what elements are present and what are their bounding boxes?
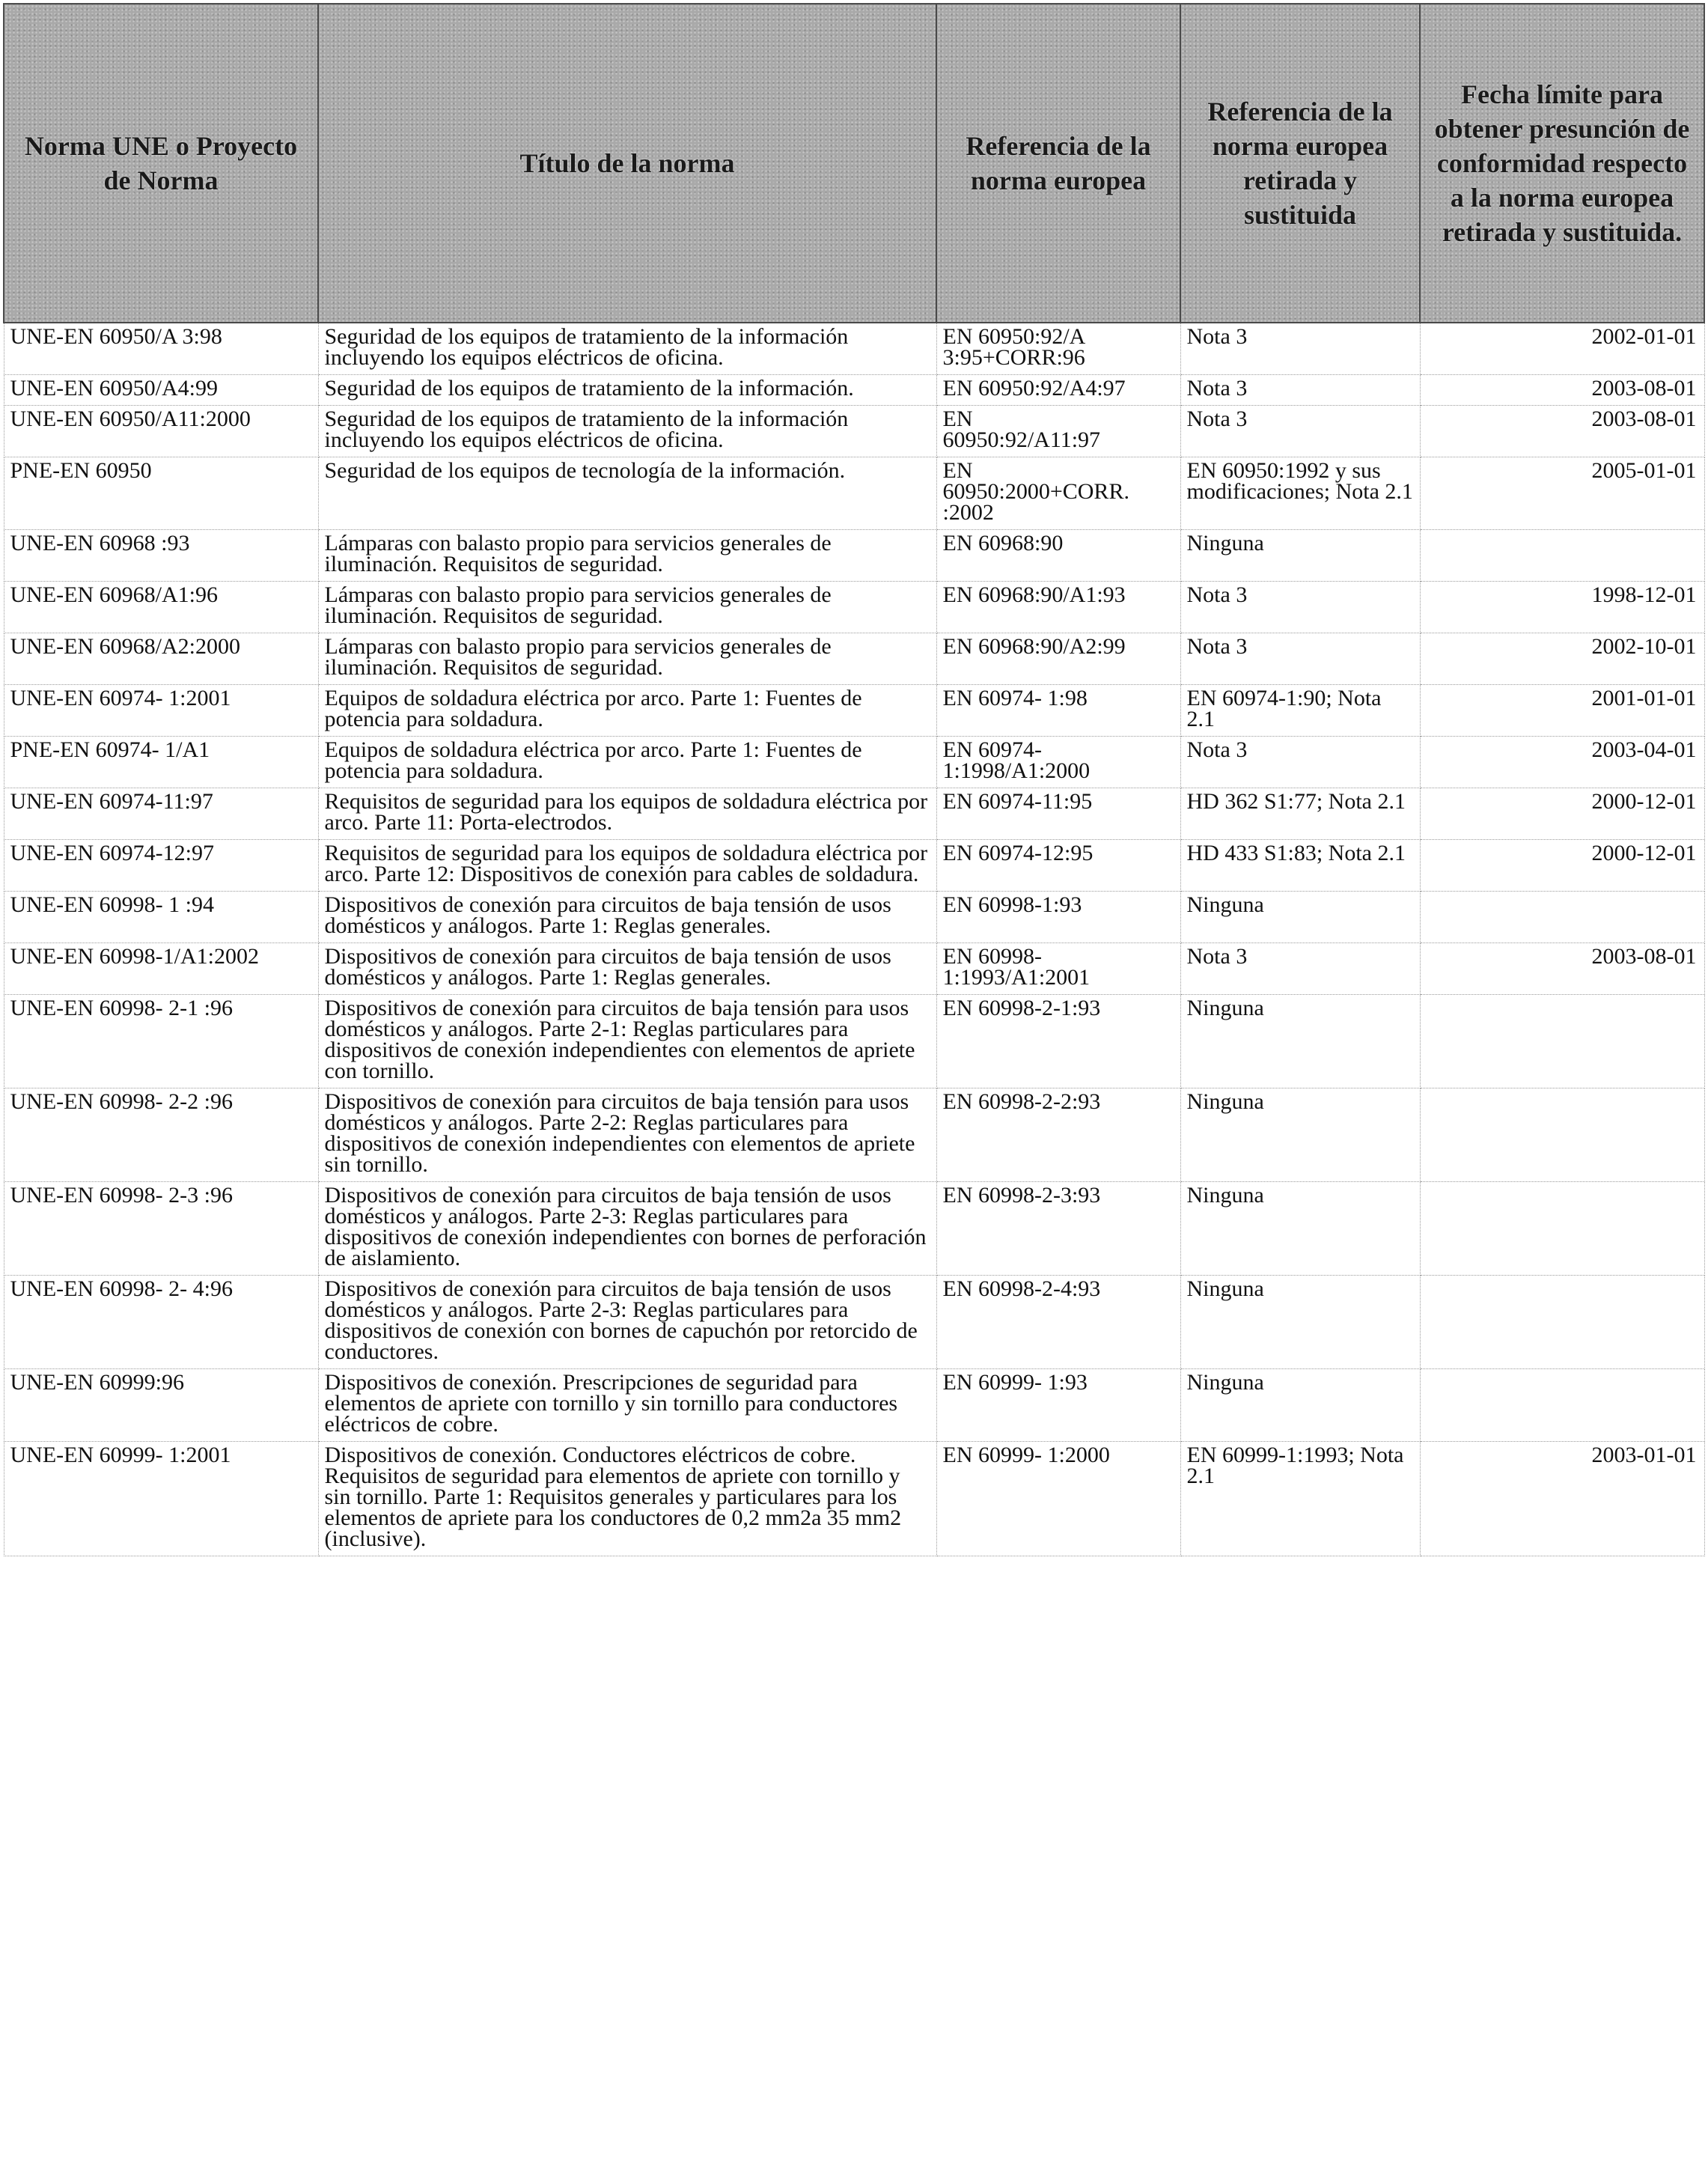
- table-row: [4, 323, 1704, 375]
- cell-titulo: Lámparas con balasto propio para servicios generales de iluminación. Requisitos de seguridad.: [318, 530, 936, 582]
- cell-fecha: [1420, 1182, 1704, 1276]
- cell-titulo: Seguridad de los equipos de tecnología de la información.: [318, 457, 936, 530]
- cell-referencia: EN 60998-2-4:93: [936, 1276, 1180, 1369]
- cell-referencia: EN 60998-2-3:93: [936, 1182, 1180, 1276]
- cell-norma: UNE-EN 60950/A4:99: [4, 375, 318, 406]
- cell-titulo: Dispositivos de conexión para circuitos de baja tensión de usos domésticos y análogos. Parte 1: Reglas generales.: [318, 892, 936, 943]
- cell-retirada: Nota 3: [1180, 375, 1420, 406]
- cell-retirada: Ninguna: [1180, 1276, 1420, 1369]
- cell-titulo: Dispositivos de conexión. Conductores eléctricos de cobre. Requisitos de seguridad para elementos de apriete con tornillo y sin tornillo. Parte 1: Requisitos generales y particulares para los elementos de apriete para los conductores de 0,2 mm2a 35 mm2 (inclusive).: [318, 1442, 936, 1556]
- cell-fecha: 2003-08-01: [1420, 375, 1704, 406]
- cell-titulo: Seguridad de los equipos de tratamiento de la información incluyendo los equipos eléctricos de oficina.: [318, 323, 936, 375]
- cell-fecha: [1420, 1276, 1704, 1369]
- cell-titulo: Dispositivos de conexión. Prescripciones de seguridad para elementos de apriete con tornillo y sin tornillo para conductores eléctricos de cobre.: [318, 1369, 936, 1442]
- cell-norma: UNE-EN 60998- 2-2 :96: [4, 1088, 318, 1182]
- header-referencia: Referencia de la norma europea: [936, 4, 1180, 323]
- table-row: [4, 840, 1704, 892]
- cell-fecha: 2001-01-01: [1420, 685, 1704, 737]
- standards-table: [3, 3, 1705, 1556]
- table-row: [4, 582, 1704, 633]
- cell-norma: UNE-EN 60999:96: [4, 1369, 318, 1442]
- cell-fecha: 2003-08-01: [1420, 943, 1704, 995]
- cell-fecha: 2000-12-01: [1420, 840, 1704, 892]
- cell-retirada: Nota 3: [1180, 406, 1420, 457]
- header-retirada: Referencia de la norma europea retirada y sustituida: [1180, 4, 1420, 323]
- cell-norma: UNE-EN 60968/A1:96: [4, 582, 318, 633]
- table-row: [4, 788, 1704, 840]
- table-row: [4, 943, 1704, 995]
- cell-fecha: [1420, 995, 1704, 1088]
- cell-retirada: Ninguna: [1180, 1369, 1420, 1442]
- cell-referencia: EN 60950:92/A4:97: [936, 375, 1180, 406]
- cell-norma: UNE-EN 60968/A2:2000: [4, 633, 318, 685]
- cell-titulo: Requisitos de seguridad para los equipos de soldadura eléctrica por arco. Parte 11: Porta-electrodos.: [318, 788, 936, 840]
- cell-referencia: EN 60950:2000+CORR. :2002: [936, 457, 1180, 530]
- cell-titulo: Lámparas con balasto propio para servicios generales de iluminación. Requisitos de seguridad.: [318, 582, 936, 633]
- cell-retirada: Nota 3: [1180, 737, 1420, 788]
- cell-titulo: Dispositivos de conexión para circuitos de baja tensión de usos domésticos y análogos. Parte 2-3: Reglas particulares para dispositivos de conexión independientes con bornes de perforación de aislamiento.: [318, 1182, 936, 1276]
- table-row: [4, 1088, 1704, 1182]
- table-row: [4, 995, 1704, 1088]
- cell-fecha: 2000-12-01: [1420, 788, 1704, 840]
- table-row: [4, 685, 1704, 737]
- table-row: [4, 1369, 1704, 1442]
- cell-referencia: EN 60998-2-1:93: [936, 995, 1180, 1088]
- table-row: [4, 375, 1704, 406]
- cell-titulo: Equipos de soldadura eléctrica por arco. Parte 1: Fuentes de potencia para soldadura.: [318, 737, 936, 788]
- cell-retirada: Ninguna: [1180, 530, 1420, 582]
- cell-fecha: 2003-04-01: [1420, 737, 1704, 788]
- table-row: [4, 892, 1704, 943]
- cell-norma: PNE-EN 60950: [4, 457, 318, 530]
- cell-titulo: Requisitos de seguridad para los equipos de soldadura eléctrica por arco. Parte 12: Dispositivos de conexión para cables de soldadura.: [318, 840, 936, 892]
- cell-titulo: Seguridad de los equipos de tratamiento de la información incluyendo los equipos eléctricos de oficina.: [318, 406, 936, 457]
- cell-retirada: Nota 3: [1180, 633, 1420, 685]
- cell-fecha: 2002-10-01: [1420, 633, 1704, 685]
- cell-titulo: Dispositivos de conexión para circuitos de baja tensión de usos domésticos y análogos. Parte 1: Reglas generales.: [318, 943, 936, 995]
- cell-retirada: Nota 3: [1180, 943, 1420, 995]
- cell-fecha: 2003-08-01: [1420, 406, 1704, 457]
- cell-referencia: EN 60974- 1:98: [936, 685, 1180, 737]
- header-fecha: Fecha límite para obtener presunción de conformidad respecto a la norma europea retirada y sustituida.: [1420, 4, 1704, 323]
- cell-norma: UNE-EN 60950/A 3:98: [4, 323, 318, 375]
- table-body: [4, 323, 1704, 1556]
- table-row: [4, 1276, 1704, 1369]
- cell-norma: UNE-EN 60998-1/A1:2002: [4, 943, 318, 995]
- cell-retirada: Nota 3: [1180, 582, 1420, 633]
- cell-referencia: EN 60998-2-2:93: [936, 1088, 1180, 1182]
- cell-referencia: EN 60999- 1:93: [936, 1369, 1180, 1442]
- cell-referencia: EN 60974-11:95: [936, 788, 1180, 840]
- cell-norma: UNE-EN 60974-12:97: [4, 840, 318, 892]
- cell-titulo: Dispositivos de conexión para circuitos de baja tensión para usos domésticos y análogos. Parte 2-2: Reglas particulares para dispositivos de conexión independientes con elementos de apriete sin tornillo.: [318, 1088, 936, 1182]
- cell-referencia: EN 60968:90/A1:93: [936, 582, 1180, 633]
- cell-norma: UNE-EN 60968 :93: [4, 530, 318, 582]
- table-row: [4, 1442, 1704, 1556]
- header-row: [4, 4, 1704, 323]
- table-row: [4, 530, 1704, 582]
- cell-fecha: 1998-12-01: [1420, 582, 1704, 633]
- cell-titulo: Dispositivos de conexión para circuitos de baja tensión de usos domésticos y análogos. Parte 2-3: Reglas particulares para dispositivos de conexión con bornes de capuchón por retorcido de conductores.: [318, 1276, 936, 1369]
- table-row: [4, 406, 1704, 457]
- cell-norma: UNE-EN 60974-11:97: [4, 788, 318, 840]
- table-row: [4, 1182, 1704, 1276]
- cell-fecha: [1420, 530, 1704, 582]
- cell-titulo: Seguridad de los equipos de tratamiento de la información.: [318, 375, 936, 406]
- cell-norma: PNE-EN 60974- 1/A1: [4, 737, 318, 788]
- header-norma: Norma UNE o Proyecto de Norma: [4, 4, 318, 323]
- header-titulo: Título de la norma: [318, 4, 936, 323]
- cell-referencia: EN 60998-1:93: [936, 892, 1180, 943]
- cell-retirada: HD 362 S1:77; Nota 2.1: [1180, 788, 1420, 840]
- cell-fecha: 2005-01-01: [1420, 457, 1704, 530]
- cell-fecha: [1420, 892, 1704, 943]
- cell-norma: UNE-EN 60999- 1:2001: [4, 1442, 318, 1556]
- cell-norma: UNE-EN 60974- 1:2001: [4, 685, 318, 737]
- cell-referencia: EN 60950:92/A 3:95+CORR:96: [936, 323, 1180, 375]
- cell-retirada: EN 60974-1:90; Nota 2.1: [1180, 685, 1420, 737]
- cell-norma: UNE-EN 60998- 2-3 :96: [4, 1182, 318, 1276]
- cell-retirada: Ninguna: [1180, 1088, 1420, 1182]
- cell-retirada: Ninguna: [1180, 995, 1420, 1088]
- cell-retirada: EN 60950:1992 y sus modificaciones; Nota 2.1: [1180, 457, 1420, 530]
- cell-titulo: Dispositivos de conexión para circuitos de baja tensión para usos domésticos y análogos. Parte 2-1: Reglas particulares para dispositivos de conexión independientes con elementos de apriete con tornillo.: [318, 995, 936, 1088]
- cell-titulo: Equipos de soldadura eléctrica por arco. Parte 1: Fuentes de potencia para soldadura.: [318, 685, 936, 737]
- cell-retirada: EN 60999-1:1993; Nota 2.1: [1180, 1442, 1420, 1556]
- cell-referencia: EN 60974- 1:1998/A1:2000: [936, 737, 1180, 788]
- cell-referencia: EN 60950:92/A11:97: [936, 406, 1180, 457]
- cell-retirada: HD 433 S1:83; Nota 2.1: [1180, 840, 1420, 892]
- cell-referencia: EN 60968:90: [936, 530, 1180, 582]
- cell-norma: UNE-EN 60998- 2-1 :96: [4, 995, 318, 1088]
- cell-fecha: 2002-01-01: [1420, 323, 1704, 375]
- cell-norma: UNE-EN 60998- 1 :94: [4, 892, 318, 943]
- cell-fecha: [1420, 1088, 1704, 1182]
- cell-fecha: [1420, 1369, 1704, 1442]
- cell-retirada: Nota 3: [1180, 323, 1420, 375]
- table-row: [4, 633, 1704, 685]
- table-row: [4, 457, 1704, 530]
- cell-referencia: EN 60998- 1:1993/A1:2001: [936, 943, 1180, 995]
- cell-referencia: EN 60974-12:95: [936, 840, 1180, 892]
- cell-norma: UNE-EN 60998- 2- 4:96: [4, 1276, 318, 1369]
- cell-retirada: Ninguna: [1180, 1182, 1420, 1276]
- table-row: [4, 737, 1704, 788]
- cell-referencia: EN 60999- 1:2000: [936, 1442, 1180, 1556]
- cell-norma: UNE-EN 60950/A11:2000: [4, 406, 318, 457]
- cell-titulo: Lámparas con balasto propio para servicios generales de iluminación. Requisitos de seguridad.: [318, 633, 936, 685]
- cell-retirada: Ninguna: [1180, 892, 1420, 943]
- cell-referencia: EN 60968:90/A2:99: [936, 633, 1180, 685]
- cell-fecha: 2003-01-01: [1420, 1442, 1704, 1556]
